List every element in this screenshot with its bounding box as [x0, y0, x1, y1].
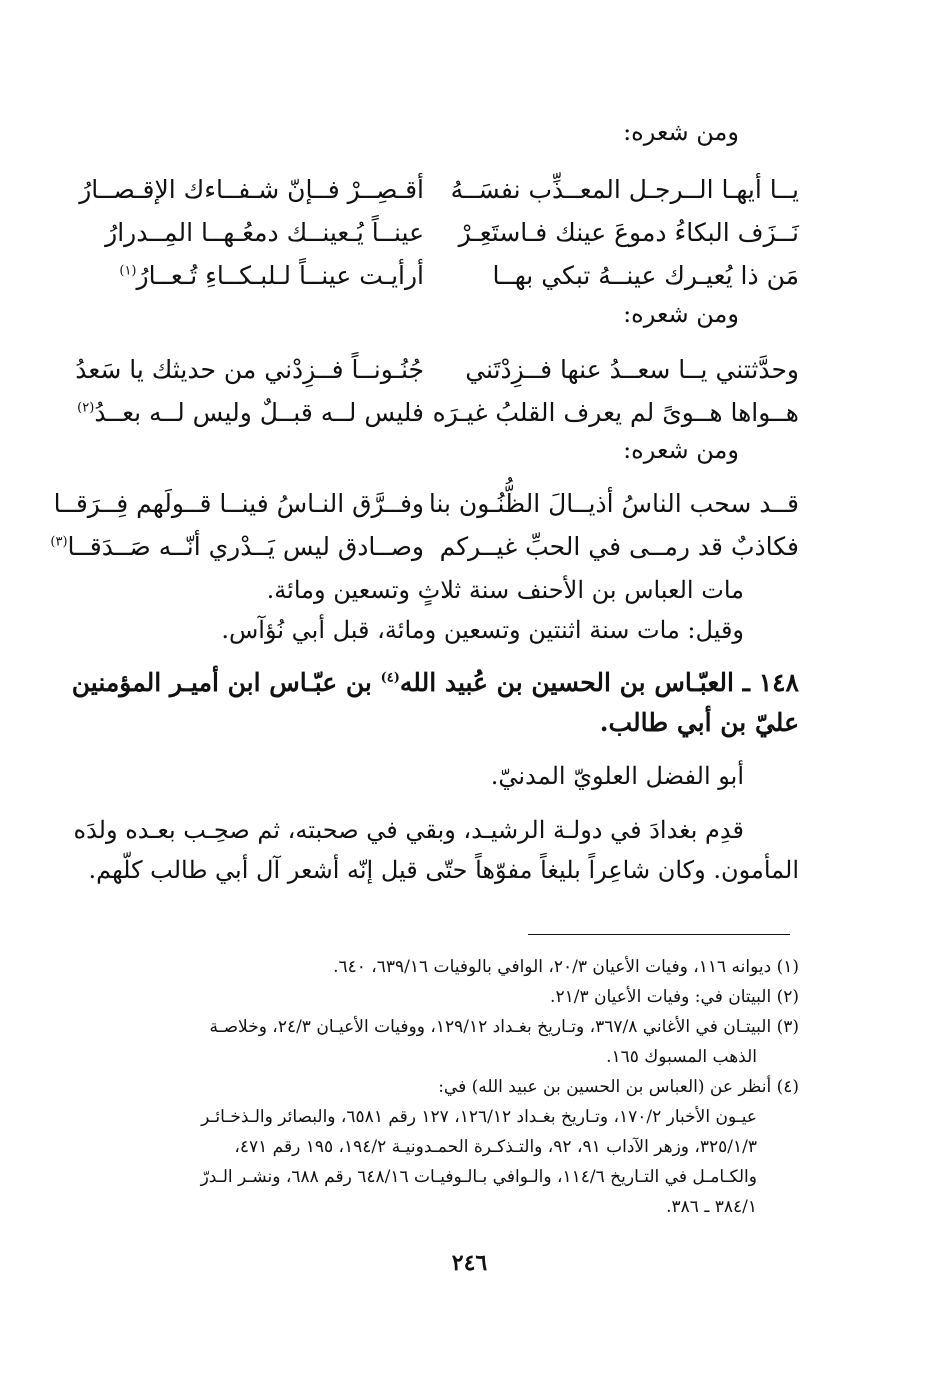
- hemistich-text: فليس لــه قبــلٌ وليس لــه بعــدُ: [94, 398, 424, 427]
- first-hemistich: وحدَّثتني يــا سعــدُ عنها فــزِدْتَني: [465, 355, 799, 384]
- footnote-marker: (٣): [50, 534, 68, 550]
- stanza-3: [50, 482, 799, 568]
- footnote-marker: (٢): [77, 400, 95, 416]
- entry-heading-text-cont: بن عبّـاس ابن أميـر المؤمنين: [71, 668, 381, 697]
- entry-heading-line-2: عليّ بن أبي طالب.: [599, 708, 799, 737]
- second-hemistich: أقـصِــرْ فــإنّ شـفــاءك الإقـصــارُ: [79, 175, 424, 204]
- hemistich-text: أرأيـت عينــاً لـلبـكــاءِ تُـعــارُ: [136, 261, 424, 290]
- poetry-label-3: ومن شعره:: [623, 436, 739, 464]
- footnote-3: (٣) البيتـان في الأغاني ٣٦٧/٨، وتـاريخ بغـداد ١٢٩/١٢، ووفيات الأعيـان ٢٤/٣، وخلاصـة: [209, 1017, 799, 1037]
- footnote-marker: (١): [119, 263, 137, 279]
- entry-heading: [72, 668, 799, 697]
- stanza-1: [79, 168, 799, 297]
- second-hemistich: عينــاً يُـعينــك دمعُـهــا المِــدرارُ: [105, 218, 424, 247]
- second-hemistich: جُنُـونــاً فــزِدْني من حديثك يا سَعدُ: [75, 355, 424, 384]
- verse: [77, 391, 799, 434]
- stanza-2: [75, 348, 799, 434]
- footnote-3-cont: الذهب المسبوك ١٦٥.: [606, 1047, 757, 1067]
- bio-line-1: قدِم بغدادَ في دولـة الرشيـد، وبقي في صحبته، ثم صحِـب بعـده ولدَه: [73, 816, 744, 844]
- footnote-separator: [528, 934, 790, 935]
- death-date-line: مات العباس بن الأحنف سنة ثلاثٍ وتسعين ومائة.: [266, 576, 744, 604]
- first-hemistich: قــد سحب الناسُ أذيــالَ الظُّنُـون بنا: [428, 489, 799, 518]
- death-date-alt-line: وقيل: مات سنة اثنتين وتسعين ومائة، قبل أبي نُؤآس.: [221, 616, 744, 644]
- footnote-2: (٢) البيتان في: وفيات الأعيان ٢١/٣.: [550, 987, 799, 1007]
- footnotes: [109, 952, 799, 1222]
- footnote-4-cont: والكـامـل في التـاريخ ١١٤/٦، والـوافي بـالـوفيـات ٦٤٨/١٦ رقم ٦٨٨، ونشـر الـدرّ: [200, 1167, 757, 1187]
- verse: [53, 482, 799, 525]
- bio-line-2: المأمون. وكان شاعِراً بليغاً مفوّهاً حتّى قيل إنّه أشعر آل أبي طالب كلّهم.: [88, 856, 799, 884]
- first-hemistich: يــا أيهـا الــرجـل المعــذِّب نفسَــهُ: [450, 175, 799, 204]
- kunya-line: أبو الفضل العلويّ المدنيّ.: [490, 762, 744, 790]
- first-hemistich: فكاذبٌ قد رمــى في الحبِّ غيــركم: [439, 532, 799, 561]
- verse: [79, 168, 799, 211]
- footnote-4: (٤) أنظر عن (العباس بن الحسين بن عبيد الله) في:: [438, 1077, 799, 1097]
- page-number: ٢٤٦: [451, 1250, 488, 1276]
- verse: [105, 211, 799, 254]
- footnote-4-cont: عيـون الأخبار ١٧٠/٢، وتـاريخ بغـداد ١٢٦/١٢، ١٢٧ رقم ٦٥٨١، والبصائر والـذخـائـر: [201, 1107, 757, 1127]
- verse: [109, 254, 799, 297]
- second-hemistich: [77, 398, 424, 427]
- footnote-4-cont: ٣٨٤/١ ـ ٣٨٦.: [666, 1197, 757, 1217]
- poetry-label-1: ومن شعره:: [623, 118, 739, 146]
- footnote-marker: (٤): [380, 670, 400, 686]
- verse: [75, 348, 799, 391]
- hemistich-text: وصــادق ليس يَــدْري أنّــه صَــدَقــا: [67, 532, 424, 561]
- second-hemistich: [109, 261, 424, 290]
- entry-heading-text: ١٤٨ ـ العبّـاس بن الحسين بن عُبيد الله: [399, 668, 799, 697]
- verse: [50, 525, 799, 568]
- poetry-label-2: ومن شعره:: [623, 300, 739, 328]
- footnote-1: (١) ديوانه ١١٦، وفيات الأعيان ٢٠/٣، الوافي بالوفيات ٦٣٩/١٦، ٦٤٠.: [333, 957, 799, 977]
- first-hemistich: نَــزَف البكاءُ دموعَ عينك فـاستَعِـرْ: [458, 218, 799, 247]
- first-hemistich: مَن ذا يُعيـرك عينــهُ تبكي بهــا: [492, 261, 799, 290]
- second-hemistich: وفــرَّق النـاسُ فينــا قــولَهم فِــرَقــا: [53, 489, 424, 518]
- first-hemistich: هــواها هــوىً لم يعرف القلبُ غيـرَه: [432, 398, 799, 427]
- footnote-4-cont: ٣٢٥/١/٣، وزهر الآداب ٩١، ٩٢، والتـذكـرة الحمـدونيـة ١٩٤/٢، ١٩٥ رقم ٤٧١،: [234, 1137, 757, 1157]
- second-hemistich: [50, 532, 424, 561]
